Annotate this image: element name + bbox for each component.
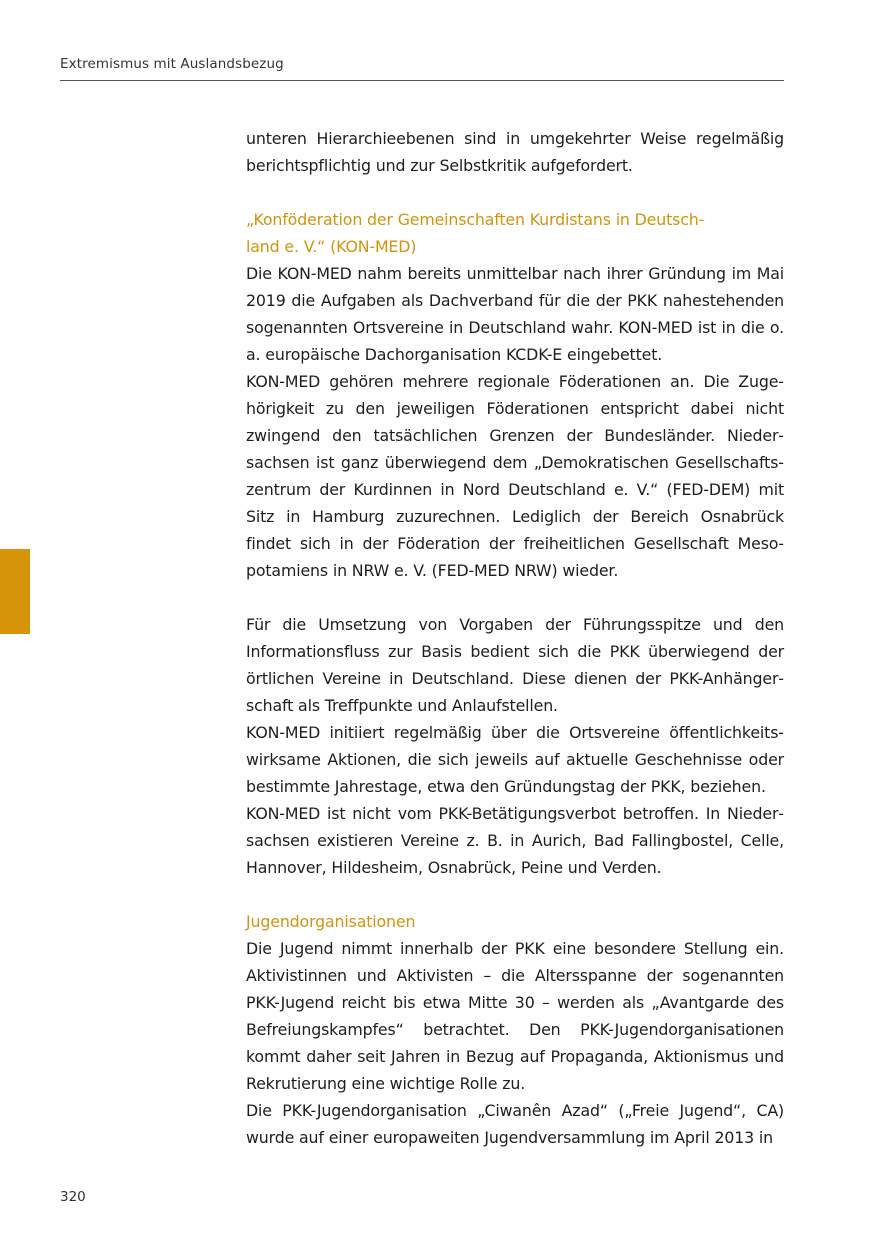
- section-heading-jugend: Jugendorganisationen: [246, 912, 416, 931]
- header-rule: [60, 80, 784, 81]
- section-heading-konmed-line-2: land e. V.“ (KON-MED): [246, 237, 417, 256]
- section-heading-konmed-line-1: „Konföderation der Gemeinschaften Kurdistans in Deutsch-: [246, 210, 705, 229]
- spacer: [246, 881, 784, 908]
- page-number: 320: [60, 1189, 86, 1205]
- paragraph-jugend-2: Die PKK-Jugendorganisation „Ciwanên Azad“ („Freie Jugend“, CA) wurde auf einer europaweiten Jugendversammlung im April 2013 in: [246, 1101, 784, 1147]
- section-heading-konmed: [246, 206, 784, 260]
- paragraph-jugend-1: Die Jugend nimmt innerhalb der PKK eine besondere Stellung ein. Aktivistinnen und Aktivisten – die Altersspanne der sogenannten PKK-Jugend reicht bis etwa Mitte 30 – werden als „Avantgarde des Befreiungskampfes“ betrachtet. Den PKK-Jugendorganisationen kommt daher seit Jahren in Bezug auf Propaganda, Aktionismus und Rekrutierung eine wichtige Rolle zu.: [246, 939, 784, 1093]
- chapter-tab-marker: [0, 549, 30, 634]
- paragraph-konmed-2: KON-MED gehören mehrere regionale Föderationen an. Die Zugehörigkeit zu den jeweiligen Föderationen entspricht dabei nicht zwingend den tatsächlichen Grenzen der Bundesländer. Niedersachsen ist ganz überwiegend dem „Demokratischen Gesellschaftszentrum der Kurdinnen in Nord Deutschland e. V.“ (FED-DEM) mit Sitz in Hamburg zuzurechnen. Lediglich der Bereich Osnabrück findet sich in der Föderation der freiheitlichen Gesellschaft Mesopotamiens in NRW e. V. (FED-MED NRW) wieder.: [246, 372, 784, 580]
- paragraph-verbot: KON-MED ist nicht vom PKK-Betätigungsverbot betroffen. In Niedersachsen existieren Vereine z. B. in Aurich, Bad Fallingbostel, Celle, Hannover, Hildesheim, Osnabrück, Peine und Verden.: [246, 804, 784, 877]
- spacer: [246, 179, 784, 206]
- paragraph-konmed-1: Die KON-MED nahm bereits unmittelbar nach ihrer Gründung im Mai 2019 die Aufgaben als Dachverband für die der PKK nahestehenden sogenannten Ortsvereine in Deutschland wahr. KON-MED ist in die o. a. europäische Dachorganisation KCDK-E eingebettet.: [246, 264, 784, 364]
- spacer: [246, 584, 784, 611]
- main-text: [246, 125, 784, 1151]
- paragraph-intro: unteren Hierarchieebenen sind in umgekehrter Weise regelmäßig berichtspflichtig und zur Selbstkritik aufgefordert.: [246, 129, 784, 175]
- running-header: Extremismus mit Auslandsbezug: [60, 56, 284, 72]
- paragraph-aktionen: KON-MED initiiert regelmäßig über die Ortsvereine öffentlichkeitswirksame Aktionen, die sich jeweils auf aktuelle Geschehnisse oder bestimmte Jahrestage, etwa den Gründungstag der PKK, beziehen.: [246, 723, 784, 796]
- paragraph-umsetzung: Für die Umsetzung von Vorgaben der Führungsspitze und den Informationsfluss zur Basis bedient sich die PKK überwiegend der örtlichen Vereine in Deutschland. Diese dienen der PKK-Anhängerschaft als Treffpunkte und Anlaufstellen.: [246, 615, 784, 715]
